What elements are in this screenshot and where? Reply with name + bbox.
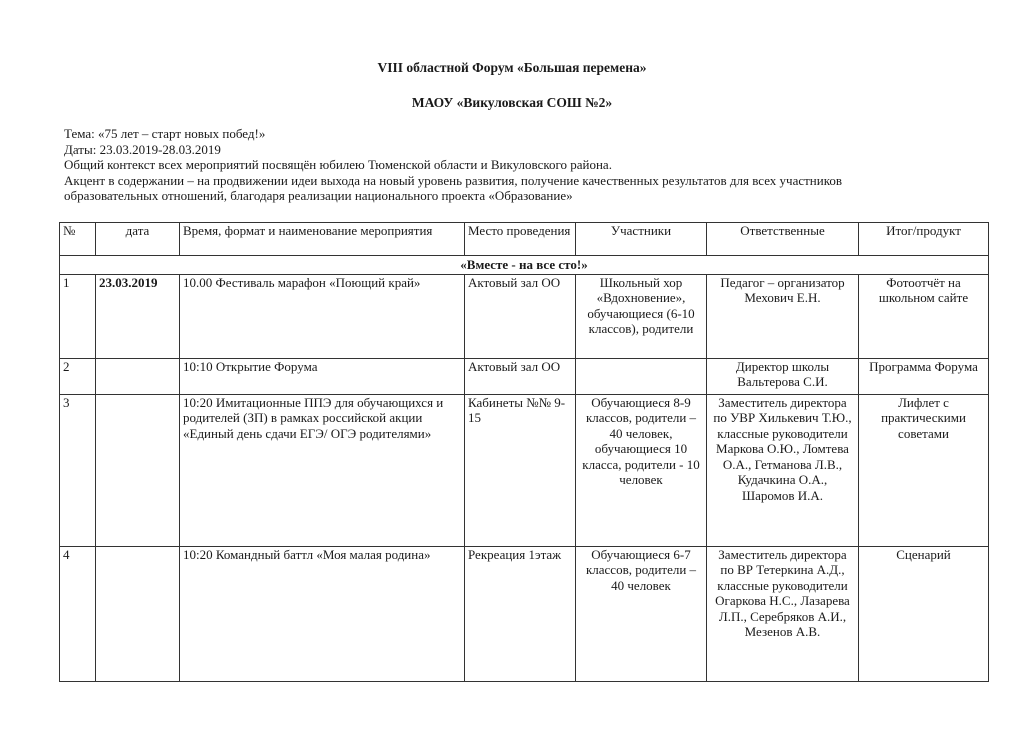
col-header-place: Место проведения xyxy=(465,223,576,256)
row-responsible: Заместитель директора по ВР Тетеркина А.Д., классные руководители Огаркова Н.С., Лазарева Л.П., Серебряков А.И., Мезенов А.В. xyxy=(707,546,859,681)
row-participants: Школьный хор «Вдохновение», обучающиеся (6-10 классов), родители xyxy=(576,274,707,358)
accent-line-2: образовательных отношений, благодаря реализации национального проекта «Образование» xyxy=(64,188,573,203)
forum-title: VIII областной Форум «Большая перемена» xyxy=(377,60,647,75)
theme-line: Тема: «75 лет – старт новых побед!» xyxy=(64,126,266,141)
row-date xyxy=(96,394,180,546)
row-result: Программа Форума xyxy=(859,358,989,394)
row-date: 23.03.2019 xyxy=(96,274,180,358)
row-place: Актовый зал ОО xyxy=(465,274,576,358)
events-table xyxy=(59,222,989,682)
section-row xyxy=(60,256,989,275)
table-header-row xyxy=(60,223,989,256)
row-result: Фотоотчёт на школьном сайте xyxy=(859,274,989,358)
dates-line: Даты: 23.03.2019-28.03.2019 xyxy=(64,141,221,157)
row-place: Рекреация 1этаж xyxy=(465,546,576,681)
school-name: МАОУ «Викуловская СОШ №2» xyxy=(411,95,613,110)
col-header-result: Итог/продукт xyxy=(859,223,989,256)
row-responsible: Директор школы Вальтерова С.И. xyxy=(707,358,859,394)
row-responsible: Педагог – организатор Мехович Е.Н. xyxy=(707,274,859,358)
context-line: Общий контекст всех мероприятий посвящён юбилею Тюменской области и Викуловского района. xyxy=(64,157,612,172)
row-participants: Обучающиеся 6-7 классов, родители – 40 человек xyxy=(576,546,707,681)
row-date xyxy=(96,358,180,394)
row-result: Лифлет с практическими советами xyxy=(859,394,989,546)
row-participants xyxy=(576,358,707,394)
row-event: 10:20 Командный баттл «Моя малая родина» xyxy=(180,546,465,681)
row-result: Сценарий xyxy=(859,546,989,681)
row-responsible: Заместитель директора по УВР Хилькевич Т.Ю., классные руководители Маркова О.Ю., Ломтева О.А., Гетманова Л.В., Кудачкина О.А., Шаромов И.А. xyxy=(707,394,859,546)
table-row xyxy=(60,546,989,681)
accent-line-1: Акцент в содержании – на продвижении идеи выхода на новый уровень развития, получение качественных результатов для всех участников xyxy=(64,172,843,188)
row-event: 10.00 Фестиваль марафон «Поющий край» xyxy=(180,274,465,358)
col-header-participants: Участники xyxy=(576,223,707,256)
table-row xyxy=(60,358,989,394)
row-event: 10:20 Имитационные ППЭ для обучающихся и родителей (ЗП) в рамках российской акции «Единый день сдачи ЕГЭ/ ОГЭ родителями» xyxy=(180,394,465,546)
row-participants: Обучающиеся 8-9 классов, родители – 40 человек, обучающиеся 10 класса, родители - 10 человек xyxy=(576,394,707,546)
row-date xyxy=(96,546,180,681)
row-event: 10:10 Открытие Форума xyxy=(180,358,465,394)
col-header-responsible: Ответственные xyxy=(707,223,859,256)
col-header-num: № xyxy=(60,223,96,256)
row-place: Кабинеты №№ 9-15 xyxy=(465,394,576,546)
row-number: 3 xyxy=(60,394,96,546)
row-place: Актовый зал ОО xyxy=(465,358,576,394)
section-title: «Вместе - на все сто!» xyxy=(60,256,989,275)
col-header-date: дата xyxy=(96,223,180,256)
table-row xyxy=(60,394,989,546)
row-number: 1 xyxy=(60,274,96,358)
row-number: 4 xyxy=(60,546,96,681)
table-row xyxy=(60,274,989,358)
row-number: 2 xyxy=(60,358,96,394)
col-header-event: Время, формат и наименование мероприятия xyxy=(180,223,465,256)
intro-block xyxy=(64,126,984,204)
